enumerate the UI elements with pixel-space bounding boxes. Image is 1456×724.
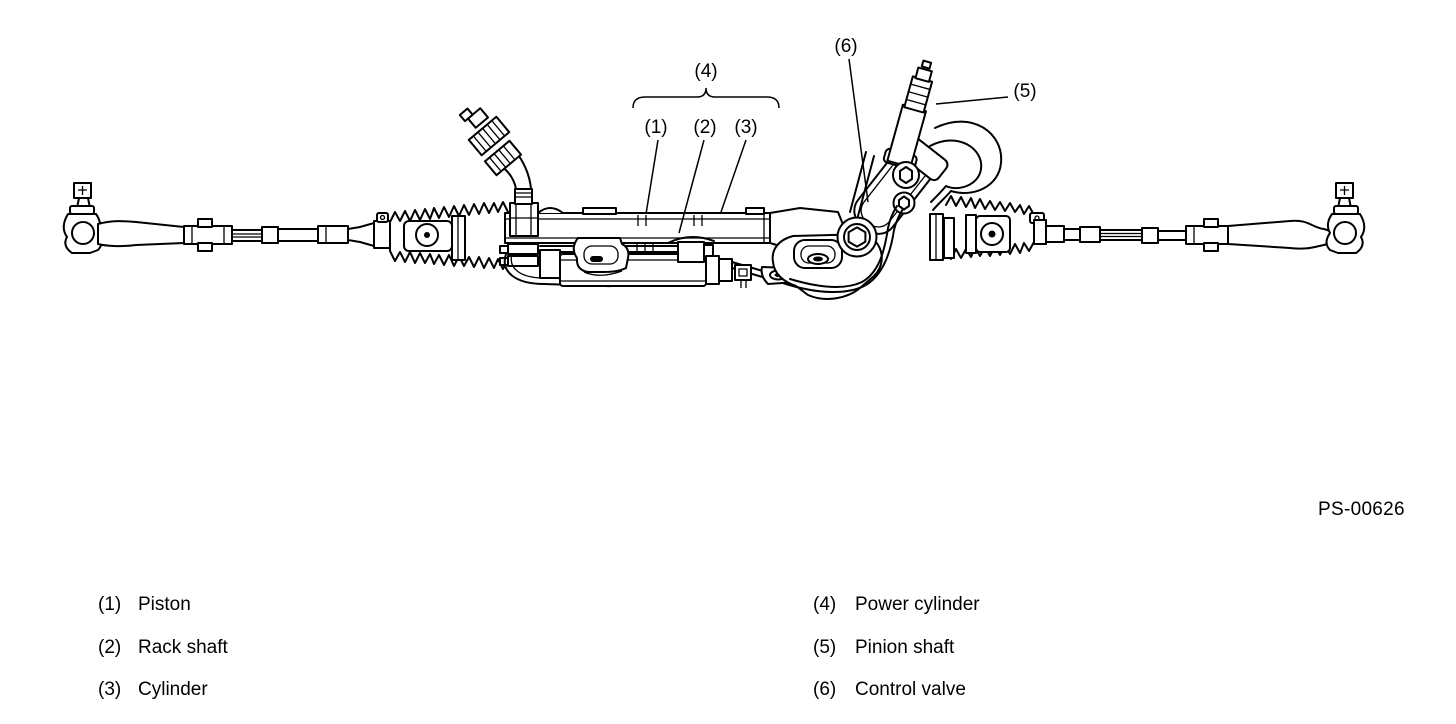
legend-label: Rack shaft <box>138 637 228 658</box>
legend-num: (2) <box>98 637 122 658</box>
callout-6: (6) <box>834 36 858 57</box>
figure-code: PS-00626 <box>1318 499 1405 520</box>
mount-bracket-left <box>574 238 629 275</box>
right-tie-rod-end <box>1327 183 1365 253</box>
legend-label: Pinion shaft <box>855 637 955 658</box>
right-boot <box>930 196 1046 260</box>
left-tie-rod-end <box>64 183 184 253</box>
callout-5: (5) <box>1013 81 1037 102</box>
legend-label: Control valve <box>855 679 966 700</box>
left-boot <box>390 202 508 269</box>
callout-4: (4) <box>694 61 718 82</box>
legend-num: (6) <box>813 679 837 700</box>
legend-num: (3) <box>98 679 122 700</box>
left-tie-rod <box>184 213 390 251</box>
legend-label: Power cylinder <box>855 594 980 615</box>
legend-num: (4) <box>813 594 837 615</box>
pinion-boss <box>838 218 877 257</box>
legend-num: (5) <box>813 637 837 658</box>
legend-label: Piston <box>138 594 191 615</box>
legend-num: (1) <box>98 594 122 615</box>
callout-2: (2) <box>693 117 717 138</box>
callout-brace <box>633 88 779 108</box>
callout-3: (3) <box>734 117 758 138</box>
power-cylinder-tube <box>505 208 770 243</box>
legend-label: Cylinder <box>138 679 208 700</box>
hydraulic-pipes-and-lower-cylinder <box>500 237 790 288</box>
breather-tube <box>460 102 538 236</box>
leader-lines <box>646 59 1008 233</box>
right-tie-rod <box>1046 219 1330 251</box>
callout-1: (1) <box>644 117 668 138</box>
